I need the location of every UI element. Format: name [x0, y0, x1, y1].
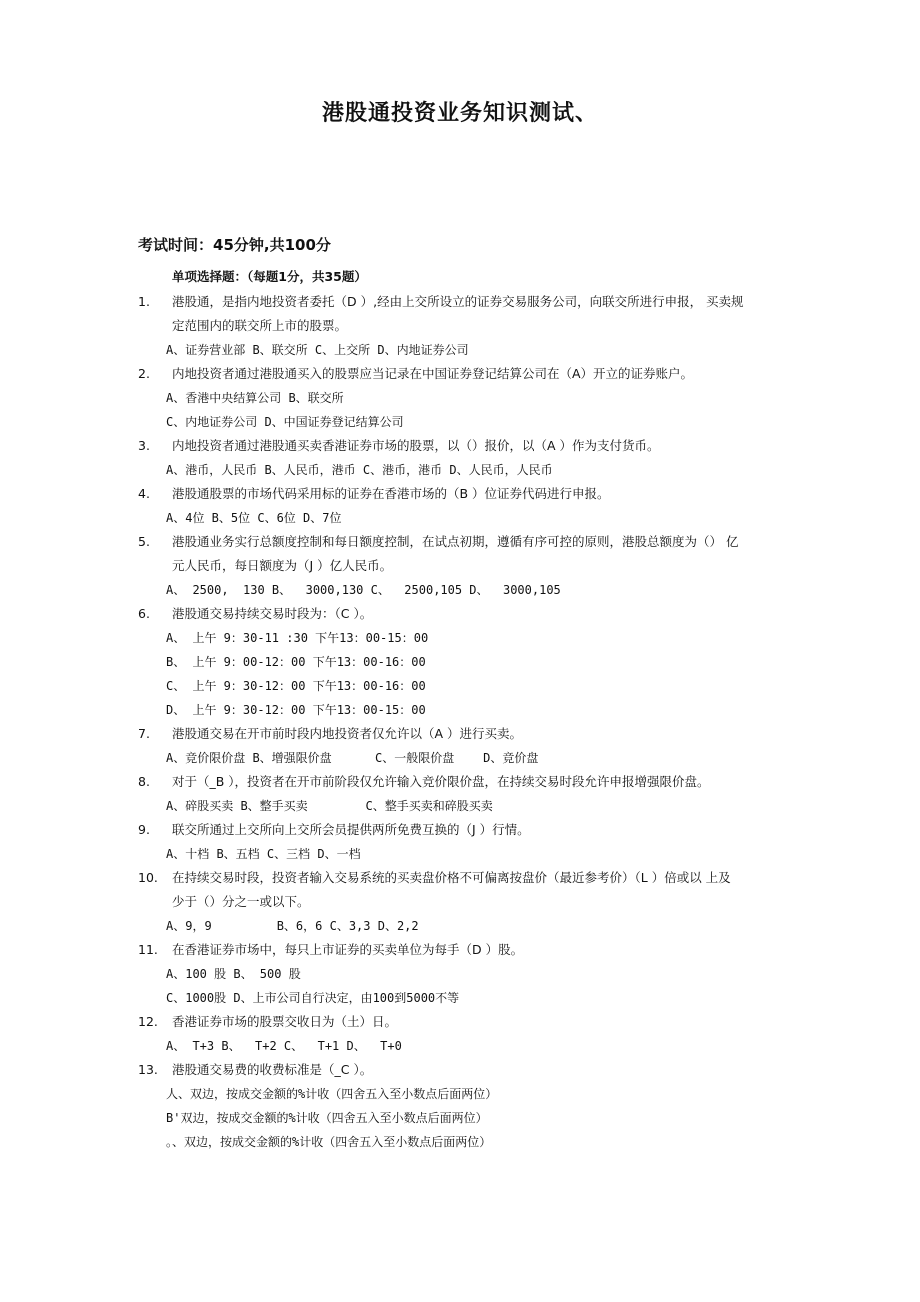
question-number: 8. [138, 774, 150, 789]
question-number: 1. [138, 294, 150, 309]
answer-options: 。、双边，按成交金额的%计收（四舍五入至小数点后面两位） [166, 1135, 492, 1149]
answer-options: C、 上午 9：30-12：00 下午13：00-16：00 [166, 679, 426, 693]
question-text: 联交所通过上交所向上交所会员提供两所免费互换的（J ）行情。 [172, 822, 530, 837]
question-text: 在持续交易时段，投资者输入交易系统的买卖盘价格不可偏离按盘价（最近参考价）（L ）倍或以 上及 [172, 870, 731, 885]
answer-options: A、证券营业部 B、联交所 C、上交所 D、内地证券公司 [166, 343, 469, 357]
section-heading: 单项选择题：（每题1分，共35题） [172, 269, 367, 284]
question-text: 港股通业务实行总额度控制和每日额度控制，在试点初期，遵循有序可控的原则，港股总额度为（） 亿 [172, 534, 739, 549]
question-number: 5. [138, 534, 150, 549]
question-number: 13. [138, 1062, 158, 1077]
answer-options: 人、双边，按成交金额的%计收（四舍五入至小数点后面两位） [166, 1087, 498, 1101]
answer-options: A、竞价限价盘 B、增强限价盘 C、一般限价盘 D、竞价盘 [166, 751, 539, 765]
answer-options: A、碎股买卖 B、整手买卖 C、整手买卖和碎股买卖 [166, 799, 493, 813]
question-number: 10. [138, 870, 158, 885]
question-number: 12. [138, 1014, 158, 1029]
question-text: 港股通股票的市场代码采用标的证券在香港市场的（B ）位证券代码进行申报。 [172, 486, 610, 501]
question-text: 港股通交易在开市前时段内地投资者仅允许以（A ）进行买卖。 [172, 726, 523, 741]
exam-time: 考试时间：45分钟,共100分 [138, 236, 331, 254]
question-text: 定范围内的联交所上市的股票。 [172, 318, 348, 333]
question-text: 元人民币，每日额度为（J ）亿人民币。 [172, 558, 393, 573]
answer-options: B、 上午 9：00-12：00 下午13：00-16：00 [166, 655, 426, 669]
answer-options: D、 上午 9：30-12：00 下午13：00-15：00 [166, 703, 426, 717]
question-number: 11. [138, 942, 158, 957]
answer-options: A、香港中央结算公司 B、联交所 [166, 391, 344, 405]
question-number: 7. [138, 726, 150, 741]
question-number: 3. [138, 438, 150, 453]
question-text: 港股通交易持续交易时段为：（C ）。 [172, 606, 373, 621]
answer-options: B'双边，按成交金额的%计收（四舍五入至小数点后面两位） [166, 1111, 488, 1125]
question-text: 少于（）分之一或以下。 [172, 894, 310, 909]
question-text: 在香港证券市场中，每只上市证券的买卖单位为每手（D ）股。 [172, 942, 524, 957]
answer-options: A、港币，人民币 B、人民币，港币 C、港币，港币 D、人民币，人民币 [166, 463, 553, 477]
answer-options: A、4位 B、5位 C、6位 D、7位 [166, 511, 342, 525]
question-number: 2. [138, 366, 150, 381]
answer-options: C、1000股 D、上市公司自行决定，由100到5000不等 [166, 991, 460, 1005]
question-number: 9. [138, 822, 150, 837]
question-number: 6. [138, 606, 150, 621]
question-number: 4. [138, 486, 150, 501]
question-text: 内地投资者通过港股通买卖香港证券市场的股票，以（）报价，以（A ）作为支付货币。 [172, 438, 660, 453]
question-text: 对于（_B ），投资者在开市前阶段仅允许输入竞价限价盘，在持续交易时段允许申报增强限价盘。 [172, 774, 710, 789]
answer-options: A、 2500, 130 B、 3000,130 C、 2500,105 D、 3000,105 [166, 583, 561, 597]
page-title: 港股通投资业务知识测试、 [321, 101, 598, 126]
answer-options: A、 T+3 B、 T+2 C、 T+1 D、 T+0 [166, 1039, 402, 1053]
question-text: 香港证券市场的股票交收日为（土）日。 [172, 1014, 398, 1029]
answer-options: A、十档 B、五档 C、三档 D、一档 [166, 847, 361, 861]
answer-options: C、内地证券公司 D、中国证券登记结算公司 [166, 415, 404, 429]
answer-options: A、9，9 B、6，6 C、3,3 D、2,2 [166, 919, 419, 933]
question-text: 港股通，是指内地投资者委托（D ）,经由上交所设立的证券交易服务公司，向联交所进行申报， 买卖规 [172, 294, 744, 309]
answer-options: A、100 股 B、 500 股 [166, 967, 301, 981]
question-text: 港股通交易费的收费标准是（_C ）。 [172, 1062, 373, 1077]
answer-options: A、 上午 9：30-11 :30 下午13：00-15：00 [166, 631, 429, 645]
question-text: 内地投资者通过港股通买入的股票应当记录在中国证券登记结算公司在（A）开立的证券账户。 [172, 366, 694, 381]
